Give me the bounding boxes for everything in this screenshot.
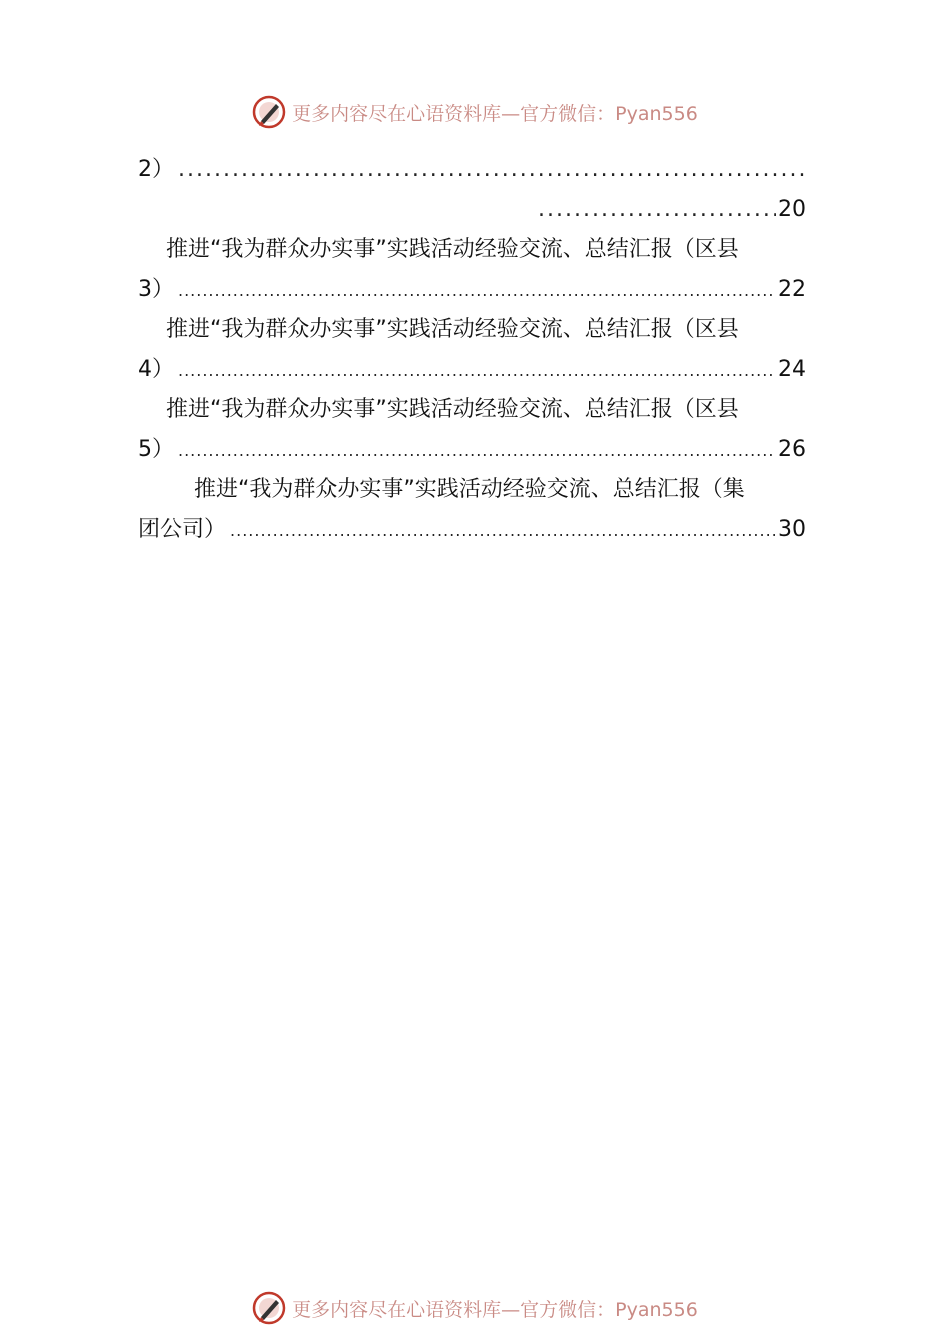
toc-page-number: 26 xyxy=(778,437,806,462)
toc-entry-5-title[interactable]: 推进“我为群众办实事”实践活动经验交流、总结汇报（集 xyxy=(194,477,745,502)
banner-text-main: 更多内容尽在心语资料库—官方微信： xyxy=(292,1298,616,1321)
toc-entry-label: 4） xyxy=(138,357,174,382)
leader-dots xyxy=(178,150,806,190)
leader-dots xyxy=(178,271,776,311)
toc-page-number: 20 xyxy=(778,197,806,222)
toc-entry-4-line[interactable] xyxy=(138,430,806,470)
toc-entry-1-line[interactable] xyxy=(138,150,806,190)
leader-dots xyxy=(178,431,776,471)
banner-wechat-id: Pyan556 xyxy=(615,102,698,125)
toc-entry-label: 5） xyxy=(138,437,174,462)
footer-banner xyxy=(0,1288,950,1328)
table-of-contents xyxy=(138,150,806,550)
toc-entry-2-title[interactable]: 推进“我为群众办实事”实践活动经验交流、总结汇报（区县 xyxy=(166,237,739,262)
toc-entry-label: 2） xyxy=(138,157,174,182)
toc-entry-label: 3） xyxy=(138,277,174,302)
toc-entry-3-title[interactable]: 推进“我为群众办实事”实践活动经验交流、总结汇报（区县 xyxy=(166,317,739,342)
toc-page-number: 24 xyxy=(778,357,806,382)
leader-dots xyxy=(178,351,776,391)
banner-text-main: 更多内容尽在心语资料库—官方微信： xyxy=(292,102,616,125)
toc-entry-2-line[interactable] xyxy=(138,270,806,310)
header-banner xyxy=(0,92,950,132)
toc-page-number: 30 xyxy=(778,517,806,542)
leader-dots xyxy=(230,511,776,551)
pen-logo-icon xyxy=(252,95,286,129)
toc-entry-3-line[interactable] xyxy=(138,350,806,390)
pen-logo-icon xyxy=(252,1291,286,1325)
toc-page-number: 22 xyxy=(778,277,806,302)
toc-entry-label: 团公司） xyxy=(138,517,227,542)
toc-entry-4-title[interactable]: 推进“我为群众办实事”实践活动经验交流、总结汇报（区县 xyxy=(166,397,739,422)
toc-entry-1-page-line[interactable] xyxy=(138,190,806,230)
banner-text xyxy=(292,1295,698,1322)
toc-entry-5-line[interactable] xyxy=(138,510,806,550)
banner-wechat-id: Pyan556 xyxy=(615,1298,698,1321)
banner-text xyxy=(292,99,698,126)
leader-dots xyxy=(538,190,776,230)
